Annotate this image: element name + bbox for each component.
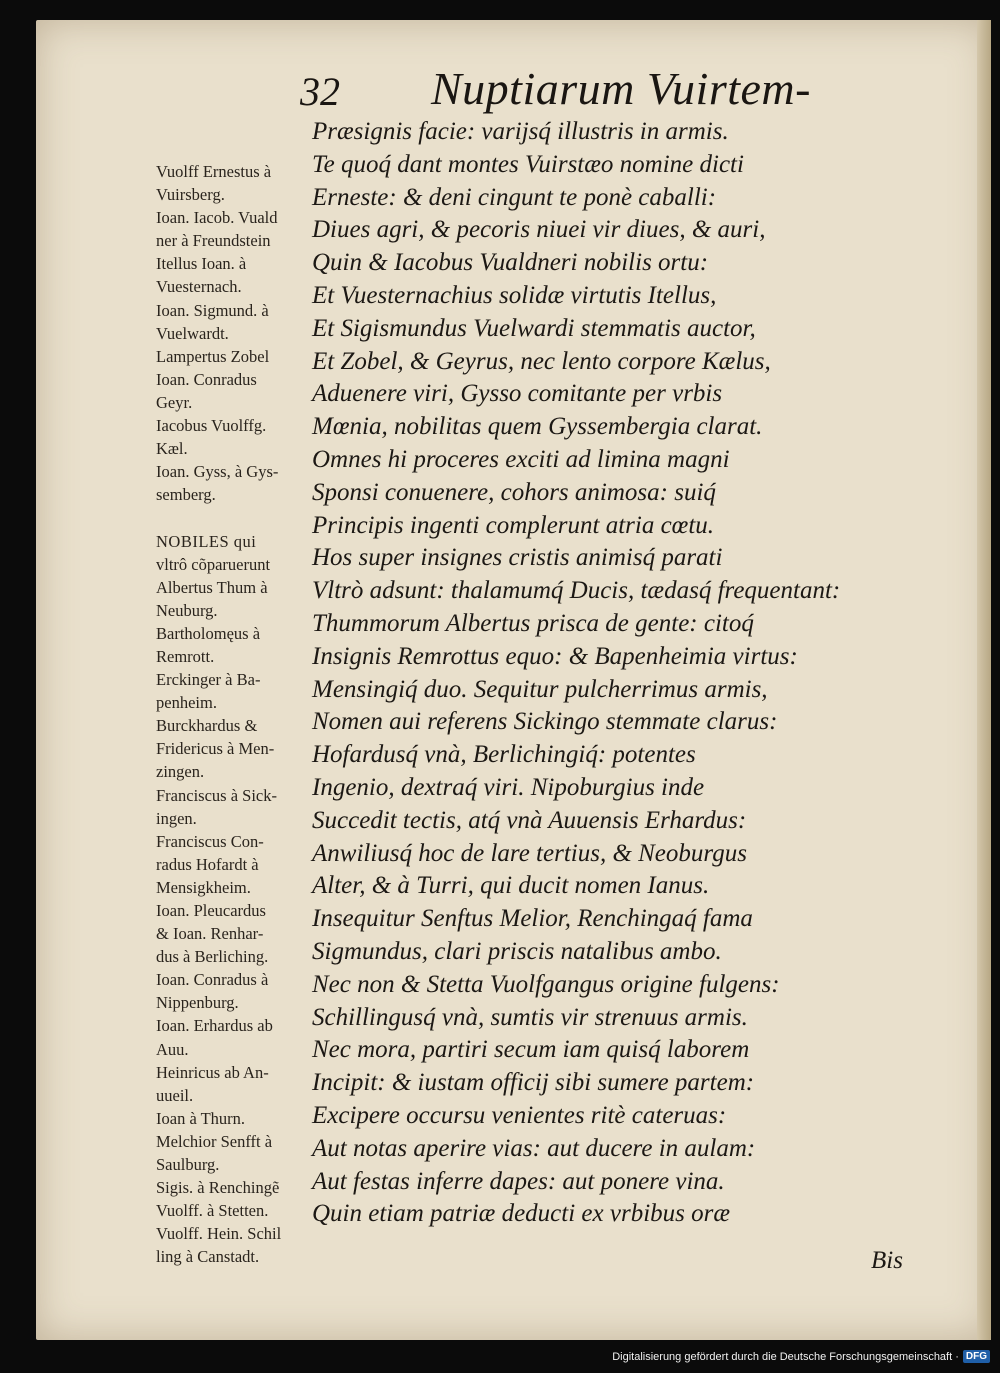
margin-note-line: zingen. (156, 762, 205, 782)
margin-note-line: ingen. (156, 808, 197, 828)
verse-line: Diues agri, & pecoris niuei vir diues, & auri, (312, 216, 766, 244)
page-edge (977, 20, 991, 1340)
margin-note-line: Franciscus Con- (156, 831, 264, 851)
margin-note-line: vltrô cõparuerunt (156, 554, 271, 574)
verse-line: Sigmundus, clari priscis natalibus ambo. (312, 937, 722, 965)
verse-line: Omnes hi proceres exciti ad limina magni (312, 445, 730, 473)
verse-line: Alter, & à Turri, qui ducit nomen Ianus. (312, 872, 710, 900)
margin-note-line: NOBILES qui (156, 531, 257, 551)
dfg-logo: DFG (963, 1350, 990, 1363)
margin-note-line: Ioan à Thurn. (156, 1108, 246, 1128)
digitization-credit (612, 1350, 990, 1363)
verse-line: Vltrò adsunt: thalamumq́ Ducis, tædasq́ frequentant: (312, 577, 841, 605)
margin-note-line: Sigis. à Renchingẽ (156, 1178, 280, 1198)
margin-note-line: Vuesternach. (156, 277, 242, 297)
margin-note-line: Auu. (156, 1039, 189, 1059)
margin-note-line: Itellus Ioan. à (156, 254, 247, 274)
margin-note-line: Neuburg. (156, 600, 218, 620)
margin-note-line: Ioan. Iacob. Vuald (156, 208, 278, 228)
margin-note-line: Albertus Thum à (156, 577, 268, 597)
margin-note-line: Melchior Senfft à (156, 1131, 273, 1151)
margin-note-line: Ioan. Gyss, à Gys- (156, 462, 279, 482)
catchword: Bis (871, 1247, 903, 1274)
margin-note-line: Ioan. Conradus à (156, 970, 269, 990)
verse-line: Aut festas inferre dapes: aut ponere vina. (312, 1167, 725, 1195)
margin-note-line: Fridericus à Men- (156, 739, 275, 759)
margin-note-line: dus à Berliching. (156, 947, 269, 967)
verse-line: Et Zobel, & Geyrus, nec lento corpore Kælus, (312, 347, 771, 375)
verse-line: Principis ingenti complerunt atria cœtu. (312, 511, 715, 539)
verse-line: Hos super insignes cristis animisq́ parati (312, 544, 723, 572)
verse-line: Incipit: & iustam officij sibi sumere partem: (312, 1069, 755, 1097)
credit-text: Digitalisierung gefördert durch die Deutsche Forschungsgemeinschaft · (612, 1350, 959, 1363)
margin-note-line: Heinricus ab An- (156, 1062, 269, 1082)
margin-note-line: Remrott. (156, 646, 215, 666)
margin-note-line: Vuolff. Hein. Schil (156, 1224, 282, 1244)
margin-note-line: Vuirsberg. (156, 185, 225, 205)
margin-note-line: Ioan. Erhardus ab (156, 1016, 273, 1036)
margin-note-line: ner à Freundstein (156, 231, 271, 251)
running-title: Nuptiarum Vuirtem- (431, 63, 811, 114)
margin-note-line: Geyr. (156, 392, 193, 412)
margin-note-line: Vuolff Ernestus à (156, 162, 272, 181)
verse-line: Schillingusq́ vnà, sumtis vir strenuus armis. (312, 1003, 748, 1031)
margin-note-line: Erckinger à Ba- (156, 670, 261, 690)
verse-line: Succedit tectis, atq́ vnà Auuensis Erhardus: (312, 806, 747, 834)
margin-note-line: Burckhardus & (156, 716, 258, 736)
verse-line: Quin etiam patriæ deducti ex vrbibus oræ (312, 1200, 731, 1228)
verse-line: Insequitur Senftus Melior, Renchingaq́ fama (312, 905, 753, 933)
verse-line: Aduenere viri, Gysso comitante per vrbis (312, 380, 723, 408)
margin-note-line: Ioan. Pleucardus (156, 901, 266, 920)
margin-note-line: Bartholomęus à (156, 623, 261, 643)
verse-line: Aut notas aperire vias: aut ducere in aulam: (312, 1134, 756, 1162)
margin-note-line: Kæl. (156, 439, 188, 459)
book-page (36, 20, 991, 1340)
margin-note-line: penheim. (156, 693, 217, 713)
page-number: 32 (300, 69, 340, 114)
verse-line: Et Sigismundus Vuelwardi stemmatis auctor, (312, 314, 756, 342)
margin-note-line: Vuelwardt. (156, 323, 229, 343)
margin-note-line: semberg. (156, 485, 216, 505)
verse-text (312, 116, 952, 1231)
verse-line: Thummorum Albertus prisca de gente: citoq́ (312, 609, 754, 637)
margin-note-line: Nippenburg. (156, 993, 239, 1013)
margin-note-line: ling à Canstadt. (156, 1247, 260, 1267)
verse-line: Excipere occursu venientes ritè cateruas: (312, 1101, 727, 1129)
verse-line: Anwiliusq́ hoc de lare tertius, & Neoburgus (312, 839, 747, 867)
verse-line: Te quoq́ dant montes Vuirstæo nomine dicti (312, 150, 744, 178)
verse-line: Erneste: & deni cingunt te ponè caballi: (312, 183, 717, 211)
margin-notes (156, 160, 316, 1269)
verse-line: Sponsi conuenere, cohors animosa: suiq́ (312, 478, 716, 506)
verse-line: Nec non & Stetta Vuolfgangus origine fulgens: (312, 970, 780, 998)
verse-line: Et Vuesternachius solidæ virtutis Itellus, (312, 281, 717, 309)
verse-line: Insignis Remrottus equo: & Bapenheimia virtus: (312, 642, 798, 670)
verse-line: Nomen aui referens Sickingo stemmate clarus: (312, 708, 778, 736)
margin-note-line: Franciscus à Sick- (156, 785, 277, 805)
margin-note-line: & Ioan. Renhar- (156, 924, 264, 944)
verse-line: Præsignis facie: varijsq́ illustris in armis. (312, 118, 729, 145)
verse-line: Ingenio, dextraq́ viri. Nipoburgius inde (312, 773, 705, 801)
margin-note-line: Vuolff. à Stetten. (156, 1201, 269, 1221)
verse-line: Mensingiq́ duo. Sequitur pulcherrimus armis, (312, 675, 768, 703)
margin-note-line: Ioan. Conradus (156, 369, 257, 389)
verse-line: Mœnia, nobilitas quem Gyssembergia clarat. (312, 413, 763, 441)
margin-note-line: radus Hofardt à (156, 854, 259, 874)
margin-note-line: Mensigkheim. (156, 877, 251, 897)
page-header (36, 62, 991, 122)
margin-note-line: uueil. (156, 1085, 194, 1105)
verse-line: Hofardusq́ vnà, Berlichingiq́: potentes (312, 741, 696, 769)
margin-note-line (156, 506, 316, 529)
margin-note-line: Lampertus Zobel (156, 346, 270, 366)
margin-note-line: Iacobus Vuolffg. (156, 416, 267, 436)
verse-line: Nec mora, partiri secum iam quisq́ laborem (312, 1036, 750, 1064)
margin-note-line: Saulburg. (156, 1155, 220, 1175)
verse-line: Quin & Iacobus Vualdneri nobilis ortu: (312, 249, 709, 277)
margin-note-line: Ioan. Sigmund. à (156, 300, 269, 320)
